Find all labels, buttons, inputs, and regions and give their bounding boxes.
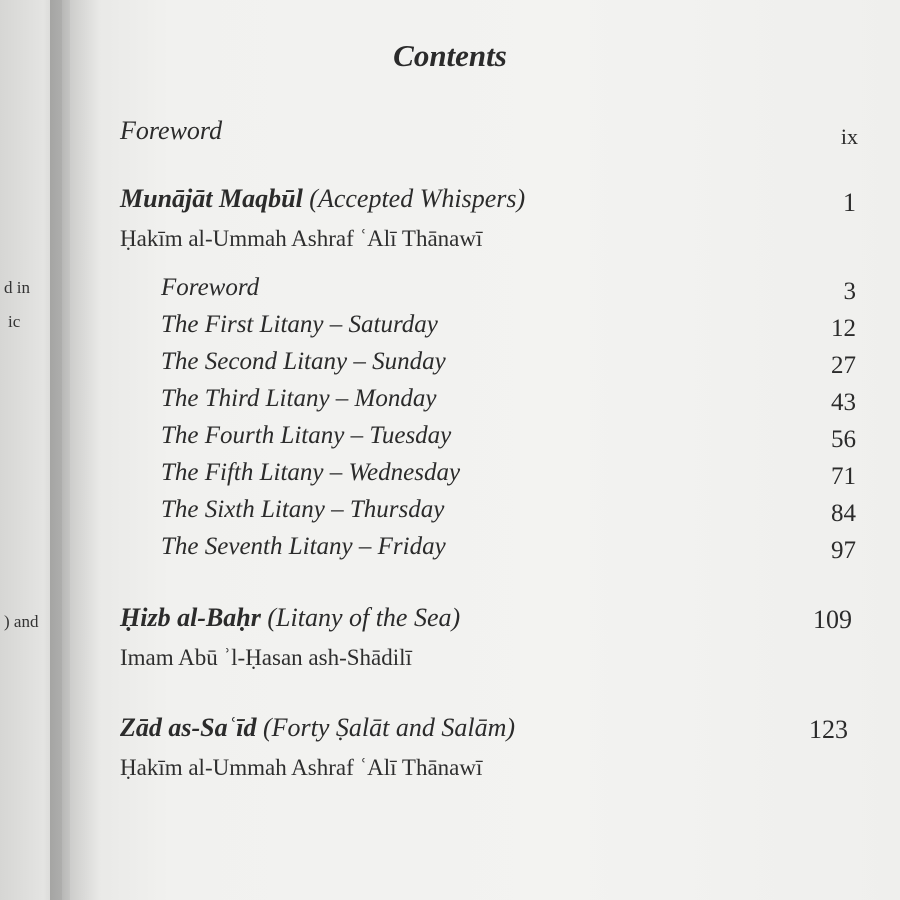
toc-entry: Foreword: [161, 274, 260, 301]
toc-page-number: 84: [831, 500, 856, 527]
toc-entry: The First Litany – Saturday: [161, 311, 438, 338]
page-title: Contents: [393, 38, 507, 73]
toc-page-number: 3: [843, 278, 856, 305]
section-title: [120, 184, 525, 214]
toc-page-number: ix: [840, 124, 858, 149]
section-title-main: Munājāt Maqbūl: [120, 184, 303, 213]
toc-entry: The Sixth Litany – Thursday: [161, 496, 445, 523]
toc-page-number: 27: [831, 352, 856, 379]
section-title: [120, 713, 515, 743]
toc-entry: The Seventh Litany – Friday: [161, 533, 446, 560]
toc-entry: The Fifth Litany – Wednesday: [161, 459, 461, 486]
toc-page-number: 1: [843, 188, 856, 217]
toc-entry: The Second Litany – Sunday: [161, 348, 446, 375]
section-author: Ḥakīm al-Ummah Ashraf ʿAlī Thānawī: [120, 755, 483, 780]
facing-page-fragment: d in: [4, 278, 30, 297]
toc-page-number: 71: [831, 463, 856, 490]
facing-page-fragment: ic: [8, 312, 21, 331]
section-title-main: Ḥizb al-Baḥr: [120, 603, 261, 632]
section-title-subtitle: (Accepted Whispers): [309, 184, 526, 213]
section-title-subtitle: (Litany of the Sea): [267, 603, 461, 632]
toc-page-number: 43: [831, 389, 856, 416]
section-title-main: Zād as-Saʿīd: [120, 713, 257, 742]
section-title-subtitle: (Forty Ṣalāt and Salām): [263, 713, 516, 742]
toc-entry: The Fourth Litany – Tuesday: [161, 422, 452, 449]
book-gutter: [50, 0, 100, 900]
section-author: Ḥakīm al-Ummah Ashraf ʿAlī Thānawī: [120, 226, 483, 251]
facing-page-fragment: ) and: [4, 612, 39, 631]
toc-page-number: 123: [809, 715, 848, 744]
section-title: [120, 603, 460, 633]
toc-page-number: 56: [831, 426, 856, 453]
toc-entry-foreword: Foreword: [120, 116, 223, 145]
toc-page-number: 109: [813, 605, 852, 634]
toc-page-number: 12: [831, 315, 856, 342]
toc-entry: The Third Litany – Monday: [161, 385, 437, 412]
toc-page-number: 97: [831, 537, 856, 564]
section-author: Imam Abū ʾl-Ḥasan ash-Shādilī: [120, 645, 412, 670]
